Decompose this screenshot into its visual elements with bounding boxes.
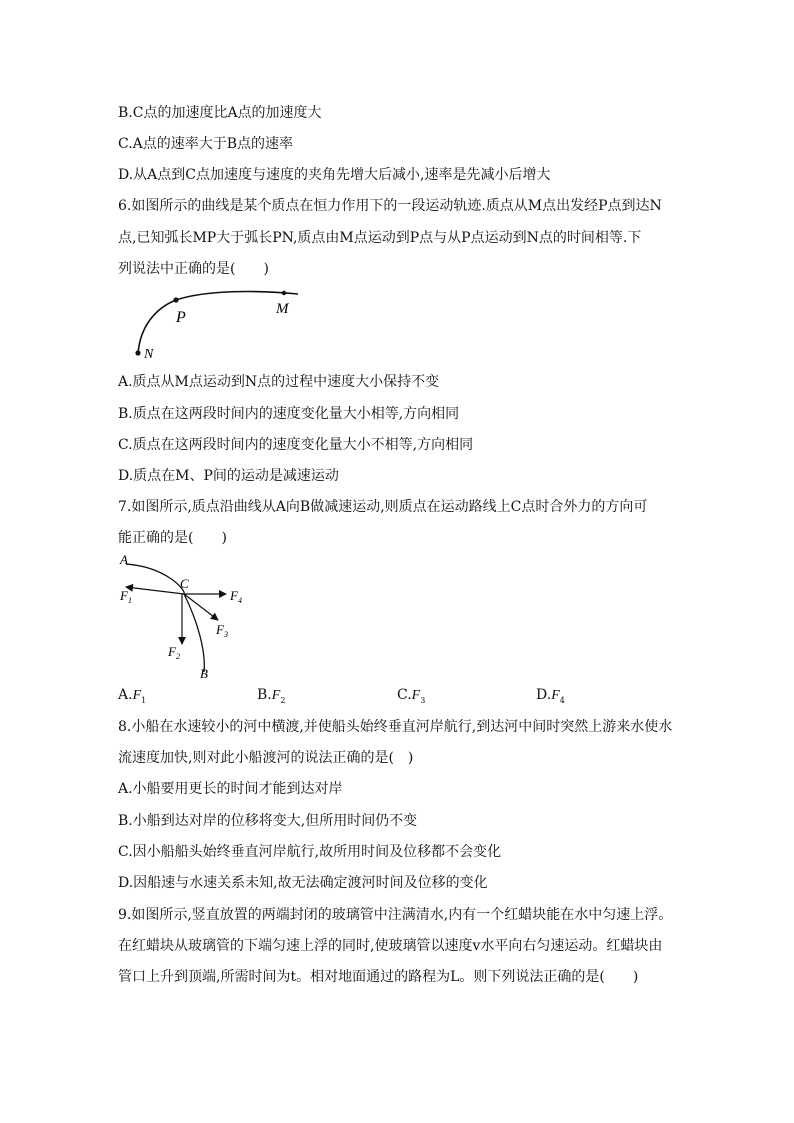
q8-option-a: A.小船要用更长的时间才能到达对岸 bbox=[118, 781, 343, 797]
q6-stem-line1: 6.如图所示的曲线是某个质点在恒力作用下的一段运动轨迹.质点从M点出发经P点到达N bbox=[118, 198, 662, 214]
force-f1-arrow bbox=[126, 587, 184, 594]
label-a: A bbox=[120, 552, 128, 567]
label-b: B bbox=[200, 666, 208, 681]
q8-stem-line2: 流速度加快,则对此小船渡河的说法正确的是( ) bbox=[118, 750, 414, 766]
q7-stem-line2: 能正确的是( ) bbox=[118, 530, 227, 546]
q7-option-a: $A.F_1$ bbox=[118, 687, 147, 705]
q9-stem-line2: 在红蜡块从玻璃管的下端匀速上浮的同时,使玻璃管以速度v水平向右匀速运动。红蜡块由 bbox=[118, 938, 663, 954]
q6-option-b: B.质点在这两段时间内的速度变化量大小相等,方向相同 bbox=[118, 406, 460, 422]
label-f4: $F_4$ bbox=[230, 588, 242, 605]
q6-trajectory-figure bbox=[126, 286, 316, 366]
label-p: P bbox=[176, 309, 186, 326]
q5-option-c: C.A点的速率大于B点的速率 bbox=[118, 136, 294, 152]
q5-option-b: B.C点的加速度比A点的加速度大 bbox=[118, 105, 322, 121]
q7-option-b: $B.F_2$ bbox=[257, 687, 286, 705]
q7-stem-line1: 7.如图所示,质点沿曲线从A向B做减速运动,则质点在运动路线上C点时合外力的方向可 bbox=[118, 499, 648, 515]
q6-option-c: C.质点在这两段时间内的速度变化量大小不相等,方向相同 bbox=[118, 437, 474, 453]
q7-option-d: $D.F_4$ bbox=[536, 687, 565, 705]
q9-stem-line1: 9.如图所示,竖直放置的两端封闭的玻璃管中注满清水,内有一个红蜡块能在水中匀速上浮。 bbox=[118, 907, 673, 923]
trajectory-curve bbox=[138, 292, 298, 354]
point-n-dot bbox=[135, 350, 140, 355]
label-n: N bbox=[144, 347, 154, 362]
trajectory-curve bbox=[126, 564, 204, 672]
q6-option-a: A.质点从M点运动到N点的过程中速度大小保持不变 bbox=[118, 374, 440, 390]
label-f3: $F_3$ bbox=[216, 622, 228, 639]
q8-stem-line1: 8.小船在水速较小的河中横渡,并使船头始终垂直河岸航行,到达河中间时突然上游来水使水 bbox=[118, 719, 673, 735]
q6-stem-line3: 列说法中正确的是( ) bbox=[118, 261, 269, 277]
point-p-dot bbox=[173, 297, 178, 302]
q8-option-c: C.因小船船头始终垂直河岸航行,故所用时间及位移都不会变化 bbox=[118, 844, 502, 860]
q6-stem-line2: 点,已知弧长MP大于弧长PN,质点由M点运动到P点与从P点运动到N点的时间相等.下 bbox=[118, 230, 642, 246]
force-f3-arrow bbox=[184, 594, 218, 620]
label-f1: $F_1$ bbox=[120, 588, 132, 605]
q7-option-c: $C.F_3$ bbox=[397, 687, 426, 705]
q7-force-figure bbox=[116, 552, 256, 684]
q8-option-d: D.因船速与水速关系未知,故无法确定渡河时间及位移的变化 bbox=[118, 875, 488, 891]
q5-option-d: D.从A点到C点加速度与速度的夹角先增大后减小,速率是先减小后增大 bbox=[118, 167, 551, 183]
label-c: C bbox=[180, 576, 189, 591]
q6-option-d: D.质点在M、P间的运动是减速运动 bbox=[118, 468, 339, 484]
label-m: M bbox=[276, 301, 289, 317]
q9-stem-line3: 管口上升到顶端,所需时间为t。相对地面通过的路程为L。则下列说法正确的是( ) bbox=[118, 969, 639, 985]
q8-option-b: B.小船到达对岸的位移将变大,但所用时间仍不变 bbox=[118, 813, 418, 829]
point-m-dot bbox=[282, 291, 286, 295]
label-f2: $F_2$ bbox=[168, 644, 180, 661]
